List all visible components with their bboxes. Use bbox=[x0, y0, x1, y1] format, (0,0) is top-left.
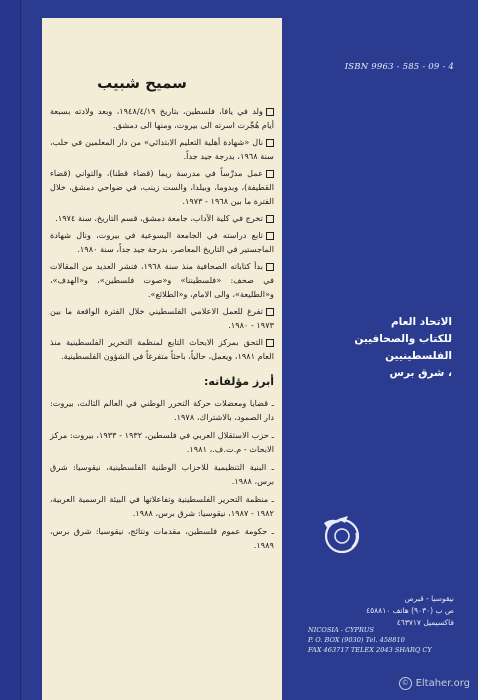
isbn-number: ISBN 9963 - 585 - 09 - 4 bbox=[344, 62, 454, 72]
works-item: ـ حزب الاستقلال العربي في فلسطين، ١٩٣٢ - ١٩٣٣، بيروت: مركز الابحاث - م.ت.ف.، ١٩٨١. bbox=[50, 430, 274, 454]
publisher-line: الفلسطينيين bbox=[385, 350, 452, 362]
checkbox-bullet-icon bbox=[266, 108, 274, 116]
checkbox-bullet-icon bbox=[266, 215, 274, 223]
bio-item: تخرج في كلية الآداب، جامعة دمشق، قسم التاريخ، سنة ١٩٧٤. bbox=[50, 211, 274, 225]
checkbox-bullet-icon bbox=[266, 139, 274, 147]
works-item: ـ حكومة عموم فلسطين، مقدمات ونتائج، نيقوسيا: شرق برس، ١٩٨٩. bbox=[50, 526, 274, 550]
publisher-line: الاتحاد العام bbox=[390, 316, 452, 328]
checkbox-bullet-icon bbox=[266, 339, 274, 347]
bio-item: عمل مدرِّساً في مدرسة ريما (قضاء قطنا)، والتواني (قضاء القطيفة)، وبدوما، وبيلدا، والست زينب، في ضواحي دمشق، خلال الفترة ما بين ١٩٦٨ - ١٩٧٣. bbox=[50, 168, 274, 206]
checkbox-bullet-icon bbox=[266, 232, 274, 240]
bio-item: تابع دراسته في الجامعة اليسوعية في بيروت، ونال شهادة الماجستير في التاريخ المعاصر، بدرجة جيد جداً، سنة ١٩٨٠. bbox=[50, 230, 274, 254]
copyright-icon: © bbox=[399, 677, 412, 690]
watermark-text: Eltaher.org bbox=[415, 678, 470, 689]
bio-item: تفرغ للعمل الاعلامي الفلسطيني خلال الفترة الواقعة ما بين ١٩٧٣ - ١٩٨٠. bbox=[50, 306, 274, 330]
publisher-line: للكتاب والصحافيين bbox=[354, 333, 452, 345]
inner-flap-page bbox=[42, 18, 282, 700]
checkbox-bullet-icon bbox=[266, 170, 274, 178]
works-item: ـ منظمة التحرير الفلسطينية وتفاعلاتها في البيئة الرسمية العربية، ١٩٨٢ - ١٩٨٧، نيقوسيا: شرق برس، ١٩٨٨. bbox=[50, 494, 274, 518]
works-list bbox=[50, 396, 274, 552]
author-name: سميح شبيب bbox=[97, 74, 187, 92]
works-heading: أبرز مؤلفاته: bbox=[204, 375, 274, 388]
left-spine-strip bbox=[0, 0, 21, 700]
site-watermark bbox=[399, 677, 470, 690]
checkbox-bullet-icon bbox=[266, 308, 274, 316]
bio-item: نال «شهادة أهلية التعليم الابتدائي» من دار المعلمين في حلب، سنة ١٩٦٨، بدرجة جيد جداً. bbox=[50, 137, 274, 161]
author-bio bbox=[50, 104, 274, 363]
bio-item: التحق بمركز الابحاث التابع لمنظمة التحرير الفلسطينية منذ العام ١٩٨١، ويعمل، حالياً، باحثاً متفرغاً في الشؤون الفلسطينية. bbox=[50, 337, 274, 361]
bio-item: بدأ كتاباته الصحافية منذ سنة ١٩٦٨، فنشر العديد من المقالات في صحف: «فلسطيننا» و«صوت فلسطين»، و«الهدف»، و«الطليعة»، والى الامام، و«الطلائع». bbox=[50, 261, 274, 299]
back-cover-panel bbox=[282, 18, 478, 700]
bio-item: ولد في يافا، فلسطين، بتاريخ ١٩٤٨/٤/١٩، وبعد ولادته بسبعة أيام هُجِّرت اسرته الى بيروت، ومنها الى دمشق. bbox=[50, 106, 274, 130]
checkbox-bullet-icon bbox=[266, 263, 274, 271]
publisher-logo-icon bbox=[318, 513, 364, 557]
works-item: ـ البنية التنظيمية للاحزاب الوطنية الفلسطينية، نيقوسيا: شرق برس، ١٩٨٨. bbox=[50, 462, 274, 486]
publisher-line: ، شرق برس bbox=[389, 367, 452, 379]
works-item: ـ قضايا ومعضلات حركة التحرر الوطني في العالم الثالث، بيروت: دار الصمود، بالاشتراك، ١٩٧٨. bbox=[50, 398, 274, 422]
publisher-name bbox=[302, 314, 452, 382]
publisher-contact-english: NICOSIA - CYPRUS P. O. BOX (9030) Tel. 458810 FAX 463717 TELEX 2043 SHARQ CY bbox=[308, 626, 432, 654]
publisher-contact-arabic: نيقوسيا - قبرص ص ب (٩٠٣٠) هاتف ٤٥٨٨١٠ فاكسيميل ٤٦٣٧١٧ bbox=[366, 594, 454, 627]
